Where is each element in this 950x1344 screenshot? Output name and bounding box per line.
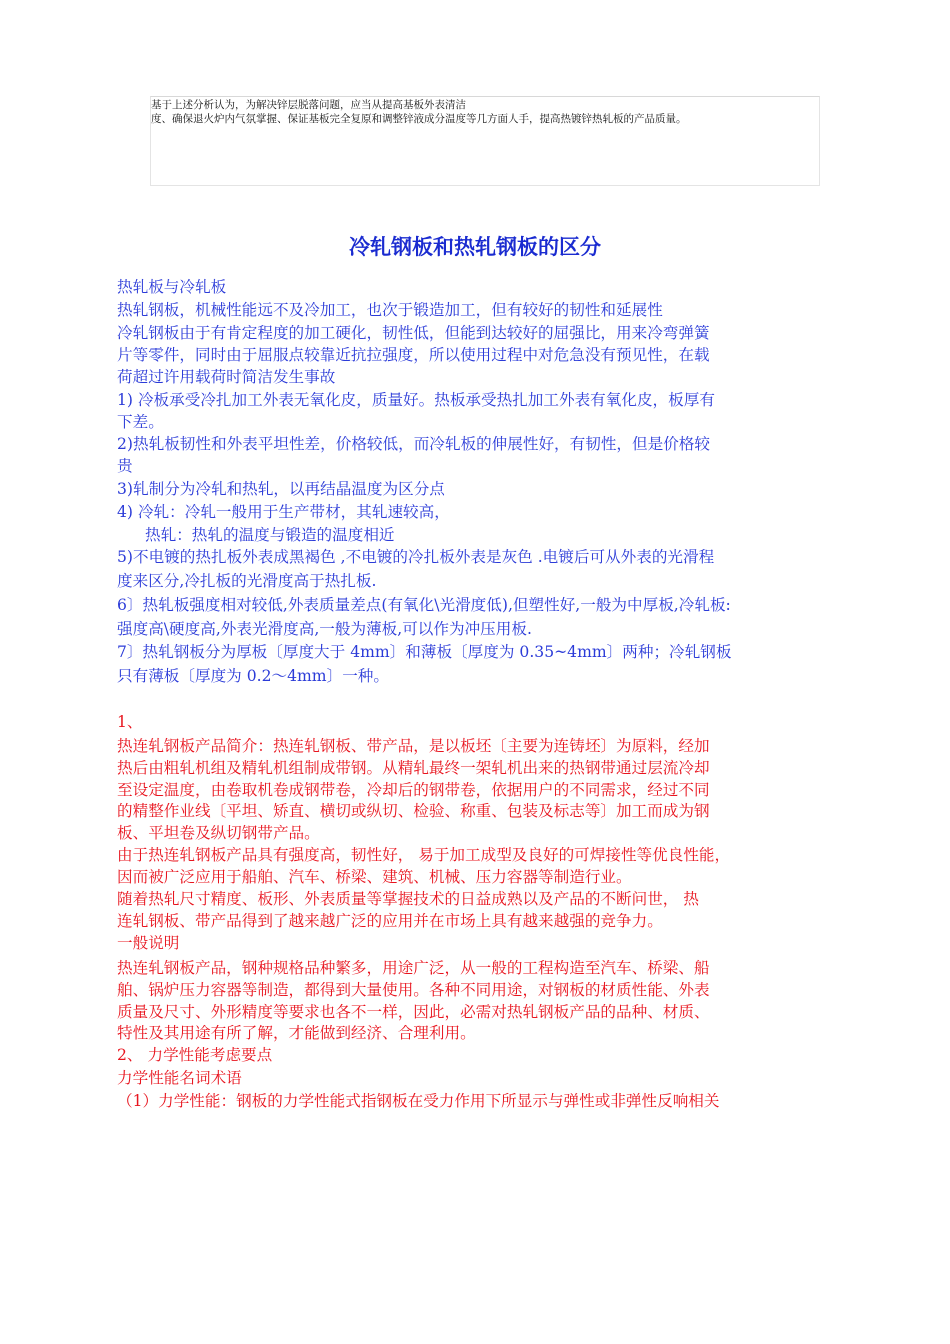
text-line: 热轧板与冷轧板 bbox=[117, 278, 227, 296]
text-line: 热轧：热轧的温度与锻造的温度相近 bbox=[145, 526, 395, 544]
text-line: 5)不电镀的热扎板外表成黑褐色 ,不电镀的冷扎板外表是灰色 .电镀后可从外表的光滑程 bbox=[117, 548, 715, 566]
text-line: 力学性能名词术语 bbox=[117, 1069, 242, 1087]
text-line: 7〕热轧钢板分为厚板〔厚度大于 4mm〕和薄板〔厚度为 0.35~4mm〕两种；冷轧钢板 bbox=[117, 643, 732, 661]
text-line: 贵 bbox=[117, 457, 133, 475]
text-line: 下差。 bbox=[117, 413, 164, 431]
text-line: 荷超过许用载荷时简洁发生事故 bbox=[117, 368, 336, 386]
text-line: 热连轧钢板产品，钢种规格品种繁多，用途广泛，从一般的工程构造至汽车、桥梁、船 bbox=[117, 959, 710, 977]
text-line: 只有薄板〔厚度为 0.2～4mm〕一种。 bbox=[117, 667, 389, 685]
text-line: 1、 bbox=[117, 713, 143, 731]
text-line: 6〕热轧板强度相对较低,外表质量差点(有氧化\光滑度低),但塑性好,一般为中厚板,冷轧板: bbox=[117, 596, 731, 614]
text-line: 2)热轧板韧性和外表平坦性差，价格较低，而冷轧板的伸展性好，有韧性，但是价格较 bbox=[117, 435, 710, 453]
text-line: 至设定温度，由卷取机卷成钢带卷，冷却后的钢带卷，依据用户的不同需求，经过不同 bbox=[117, 781, 710, 799]
text-line: 因而被广泛应用于船舶、汽车、桥梁、建筑、机械、压力容器等制造行业。 bbox=[117, 868, 632, 886]
text-line: 2、 力学性能考虑要点 bbox=[117, 1046, 273, 1064]
top-note-line-1: 基于上述分析认为，为解决锌层脱落问题，应当从提高基板外表清洁 bbox=[151, 99, 466, 111]
text-line: 舶、锅炉压力容器等制造，都得到大量使用。各种不同用途，对钢板的材质性能、外表 bbox=[117, 981, 710, 999]
text-line: 热连轧钢板产品简介：热连轧钢板、带产品，是以板坯〔主要为连铸坯〕为原料，经加 bbox=[117, 737, 710, 755]
text-line: （1）力学性能：钢板的力学性能式指钢板在受力作用下所显示与弹性或非弹性反响相关 bbox=[117, 1092, 720, 1110]
text-line: 强度高\硬度高,外表光滑度高,一般为薄板,可以作为冲压用板. bbox=[117, 620, 532, 638]
text-line: 随着热轧尺寸精度、板形、外表质量等掌握技术的日益成熟以及产品的不断问世， 热 bbox=[117, 890, 699, 908]
text-line: 的精整作业线〔平坦、矫直、横切或纵切、检验、称重、包装及标志等〕加工而成为钢 bbox=[117, 802, 710, 820]
text-line: 由于热连轧钢板产品具有强度高，韧性好， 易于加工成型及良好的可焊接性等优良性能， bbox=[117, 846, 731, 864]
text-line: 热后由粗轧机组及精轧机组制成带钢。从精轧最终一架轧机出来的热钢带通过层流冷却 bbox=[117, 759, 710, 777]
text-line: 特性及其用途有所了解，才能做到经济、合理利用。 bbox=[117, 1024, 476, 1042]
text-line: 板、平坦卷及纵切钢带产品。 bbox=[117, 824, 320, 842]
page-title: 冷轧钢板和热轧钢板的区分 bbox=[349, 234, 601, 259]
text-line: 一般说明 bbox=[117, 934, 180, 952]
top-note-line-2: 度、确保退火炉内气氛掌握、保证基板完全复原和调整锌液成分温度等几方面人手，提高热镀锌热轧板的产品质量。 bbox=[151, 113, 687, 125]
top-note-box bbox=[150, 96, 820, 186]
text-line: 质量及尺寸、外形精度等要求也各不一样，因此，必需对热轧钢板产品的品种、材质、 bbox=[117, 1003, 710, 1021]
text-line: 片等零件，同时由于屈服点较靠近抗拉强度，所以使用过程中对危急没有预见性，在载 bbox=[117, 346, 710, 364]
text-line: 4) 冷轧：冷轧一般用于生产带材，其轧速较高， bbox=[117, 503, 450, 521]
text-line: 度来区分,冷扎板的光滑度高于热扎板. bbox=[117, 572, 377, 590]
text-line: 冷轧钢板由于有肯定程度的加工硬化，韧性低，但能到达较好的屈强比，用来冷弯弹簧 bbox=[117, 324, 710, 342]
text-line: 热轧钢板，机械性能远不及冷加工，也次于锻造加工，但有较好的韧性和延展性 bbox=[117, 301, 663, 319]
text-line: 1) 冷板承受冷扎加工外表无氧化皮，质量好。热板承受热扎加工外表有氧化皮，板厚有 bbox=[117, 391, 715, 409]
text-line: 3)轧制分为冷轧和热轧，以再结晶温度为区分点 bbox=[117, 480, 445, 498]
text-line: 连轧钢板、带产品得到了越来越广泛的应用并在市场上具有越来越强的竞争力。 bbox=[117, 912, 663, 930]
